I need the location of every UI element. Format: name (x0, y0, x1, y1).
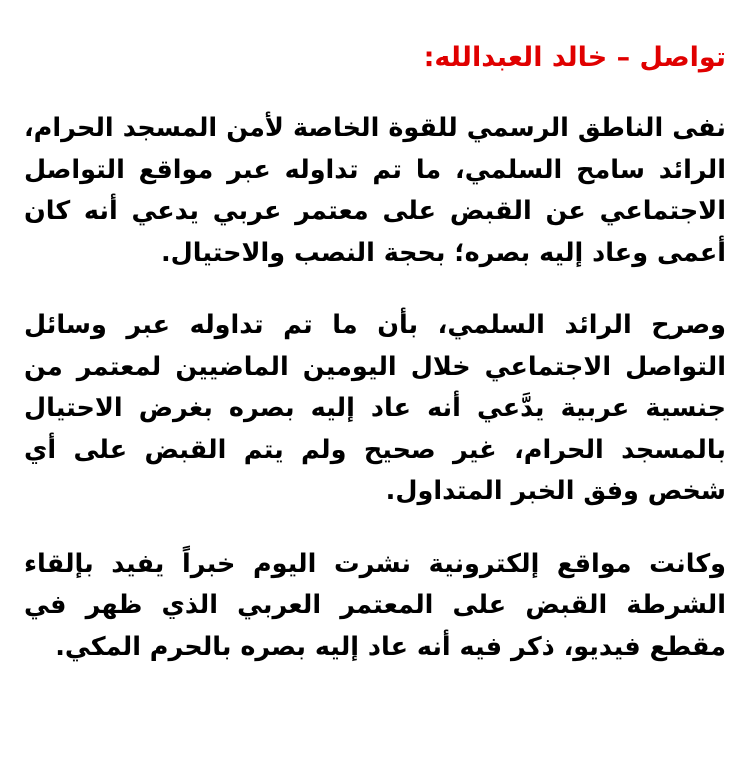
paragraph-2: وصرح الرائد السلمي، بأن ما تم تداوله عبر وسائل التواصل الاجتماعي خلال اليومين الماضيين لمعتمر من جنسية عربية يدَّعي أنه عاد إليه بصره بغرض الاحتيال بالمسجد الحرام، غير صحيح ولم يتم القبض على أي شخص وفق الخبر المتداول. (24, 310, 726, 506)
paragraph-3: وكانت مواقع إلكترونية نشرت اليوم خبراً يفيد بإلقاء الشرطة القبض على المعتمر العربي الذي ظهر في مقطع فيديو، ذكر فيه أنه عاد إليه بصره بالحرم المكي. (24, 548, 726, 662)
paragraph-1: نفى الناطق الرسمي للقوة الخاصة لأمن المسجد الحرام، الرائد سامح السلمي، ما تم تداوله عبر مواقع التواصل الاجتماعي عن القبض على معتمر عربي يدعي أنه كان أعمى وعاد إليه بصره؛ بحجة النصب والاحتيال. (24, 113, 726, 268)
byline: تواصل – خالد العبدالله: (423, 42, 726, 73)
